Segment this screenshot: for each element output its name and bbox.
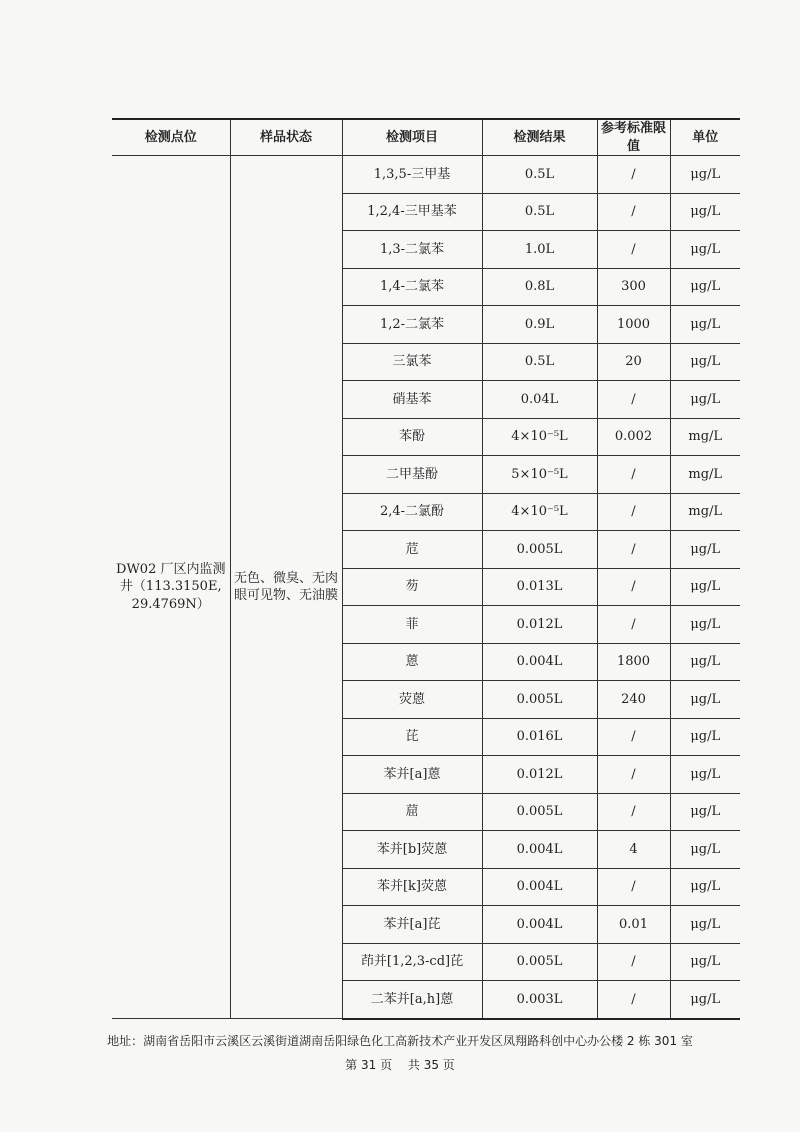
page-current: 第 31 页 [345,1058,393,1072]
unit-cell: μg/L [670,568,740,606]
result-cell: 0.005L [482,531,597,569]
limit-cell: 300 [597,268,670,306]
unit-cell: μg/L [670,268,740,306]
item-cell: 2,4-二氯酚 [342,493,482,531]
header-limit: 参考标准限值 [597,119,670,156]
item-cell: 苯并[a]芘 [342,906,482,944]
result-cell: 0.012L [482,756,597,794]
page-total: 共 35 页 [407,1058,455,1072]
result-cell: 0.004L [482,643,597,681]
item-cell: 二苯并[a,h]蒽 [342,981,482,1019]
result-cell: 0.012L [482,606,597,644]
limit-cell: / [597,456,670,494]
limit-cell: / [597,231,670,269]
limit-cell: / [597,981,670,1019]
table-row [112,156,740,194]
item-cell: 菲 [342,606,482,644]
unit-cell: μg/L [670,981,740,1019]
limit-cell: / [597,156,670,194]
unit-cell: mg/L [670,418,740,456]
item-cell: 茚并[1,2,3-cd]芘 [342,943,482,981]
result-cell: 0.003L [482,981,597,1019]
item-cell: 芘 [342,718,482,756]
unit-cell: μg/L [670,681,740,719]
unit-cell: μg/L [670,906,740,944]
item-cell: 芴 [342,568,482,606]
limit-cell: / [597,793,670,831]
unit-cell: μg/L [670,831,740,869]
item-cell: 苯并[k]荧蒽 [342,868,482,906]
header-result: 检测结果 [482,119,597,156]
limit-cell: 1000 [597,306,670,344]
footer-page-info [0,1056,800,1073]
unit-cell: μg/L [670,756,740,794]
limit-cell: 4 [597,831,670,869]
item-cell: 三氯苯 [342,343,482,381]
item-cell: 䓛 [342,793,482,831]
result-cell: 0.5L [482,156,597,194]
item-cell: 苊 [342,531,482,569]
unit-cell: μg/L [670,193,740,231]
result-cell: 0.005L [482,793,597,831]
limit-cell: / [597,606,670,644]
unit-cell: mg/L [670,493,740,531]
unit-cell: μg/L [670,231,740,269]
header-state: 样品状态 [230,119,342,156]
unit-cell: μg/L [670,343,740,381]
limit-cell: / [597,381,670,419]
item-cell: 荧蒽 [342,681,482,719]
result-cell: 0.5L [482,343,597,381]
result-cell: 0.04L [482,381,597,419]
result-cell: 5×10⁻⁵L [482,456,597,494]
header-unit: 单位 [670,119,740,156]
unit-cell: mg/L [670,456,740,494]
unit-cell: μg/L [670,156,740,194]
result-cell: 0.005L [482,681,597,719]
unit-cell: μg/L [670,943,740,981]
limit-cell: 240 [597,681,670,719]
table-body [112,156,740,1019]
limit-cell: / [597,718,670,756]
result-cell: 4×10⁻⁵L [482,493,597,531]
header-site: 检测点位 [112,119,230,156]
item-cell: 1,4-二氯苯 [342,268,482,306]
item-cell: 苯并[a]蒽 [342,756,482,794]
limit-cell: 0.01 [597,906,670,944]
header-item: 检测项目 [342,119,482,156]
result-cell: 1.0L [482,231,597,269]
limit-cell: / [597,493,670,531]
limit-cell: 1800 [597,643,670,681]
item-cell: 硝基苯 [342,381,482,419]
item-cell: 1,3-二氯苯 [342,231,482,269]
site-cell: DW02 厂区内监测井（113.3150E, 29.4769N） [112,156,230,1019]
item-cell: 二甲基酚 [342,456,482,494]
table-header-row [112,119,740,156]
result-cell: 0.8L [482,268,597,306]
unit-cell: μg/L [670,643,740,681]
result-cell: 0.005L [482,943,597,981]
unit-cell: μg/L [670,381,740,419]
limit-cell: / [597,943,670,981]
limit-cell: / [597,193,670,231]
limit-cell: / [597,568,670,606]
result-cell: 0.5L [482,193,597,231]
limit-cell: / [597,531,670,569]
result-cell: 0.004L [482,868,597,906]
limit-cell: 0.002 [597,418,670,456]
result-cell: 0.013L [482,568,597,606]
item-cell: 苯并[b]荧蒽 [342,831,482,869]
sample-state-cell: 无色、微臭、无肉眼可见物、无油膜 [230,156,342,1019]
unit-cell: μg/L [670,531,740,569]
result-cell: 0.004L [482,906,597,944]
result-cell: 4×10⁻⁵L [482,418,597,456]
limit-cell: / [597,756,670,794]
unit-cell: μg/L [670,606,740,644]
unit-cell: μg/L [670,793,740,831]
item-cell: 1,2-二氯苯 [342,306,482,344]
item-cell: 1,3,5-三甲基 [342,156,482,194]
result-cell: 0.004L [482,831,597,869]
item-cell: 苯酚 [342,418,482,456]
result-cell: 0.016L [482,718,597,756]
item-cell: 蒽 [342,643,482,681]
result-cell: 0.9L [482,306,597,344]
unit-cell: μg/L [670,306,740,344]
monitoring-results-table [112,118,740,1020]
unit-cell: μg/L [670,718,740,756]
limit-cell: 20 [597,343,670,381]
item-cell: 1,2,4-三甲基苯 [342,193,482,231]
unit-cell: μg/L [670,868,740,906]
footer-address: 地址：湖南省岳阳市云溪区云溪街道湖南岳阳绿色化工高新技术产业开发区凤翔路科创中心办公楼 2 栋 301 室 [107,1034,693,1048]
limit-cell: / [597,868,670,906]
